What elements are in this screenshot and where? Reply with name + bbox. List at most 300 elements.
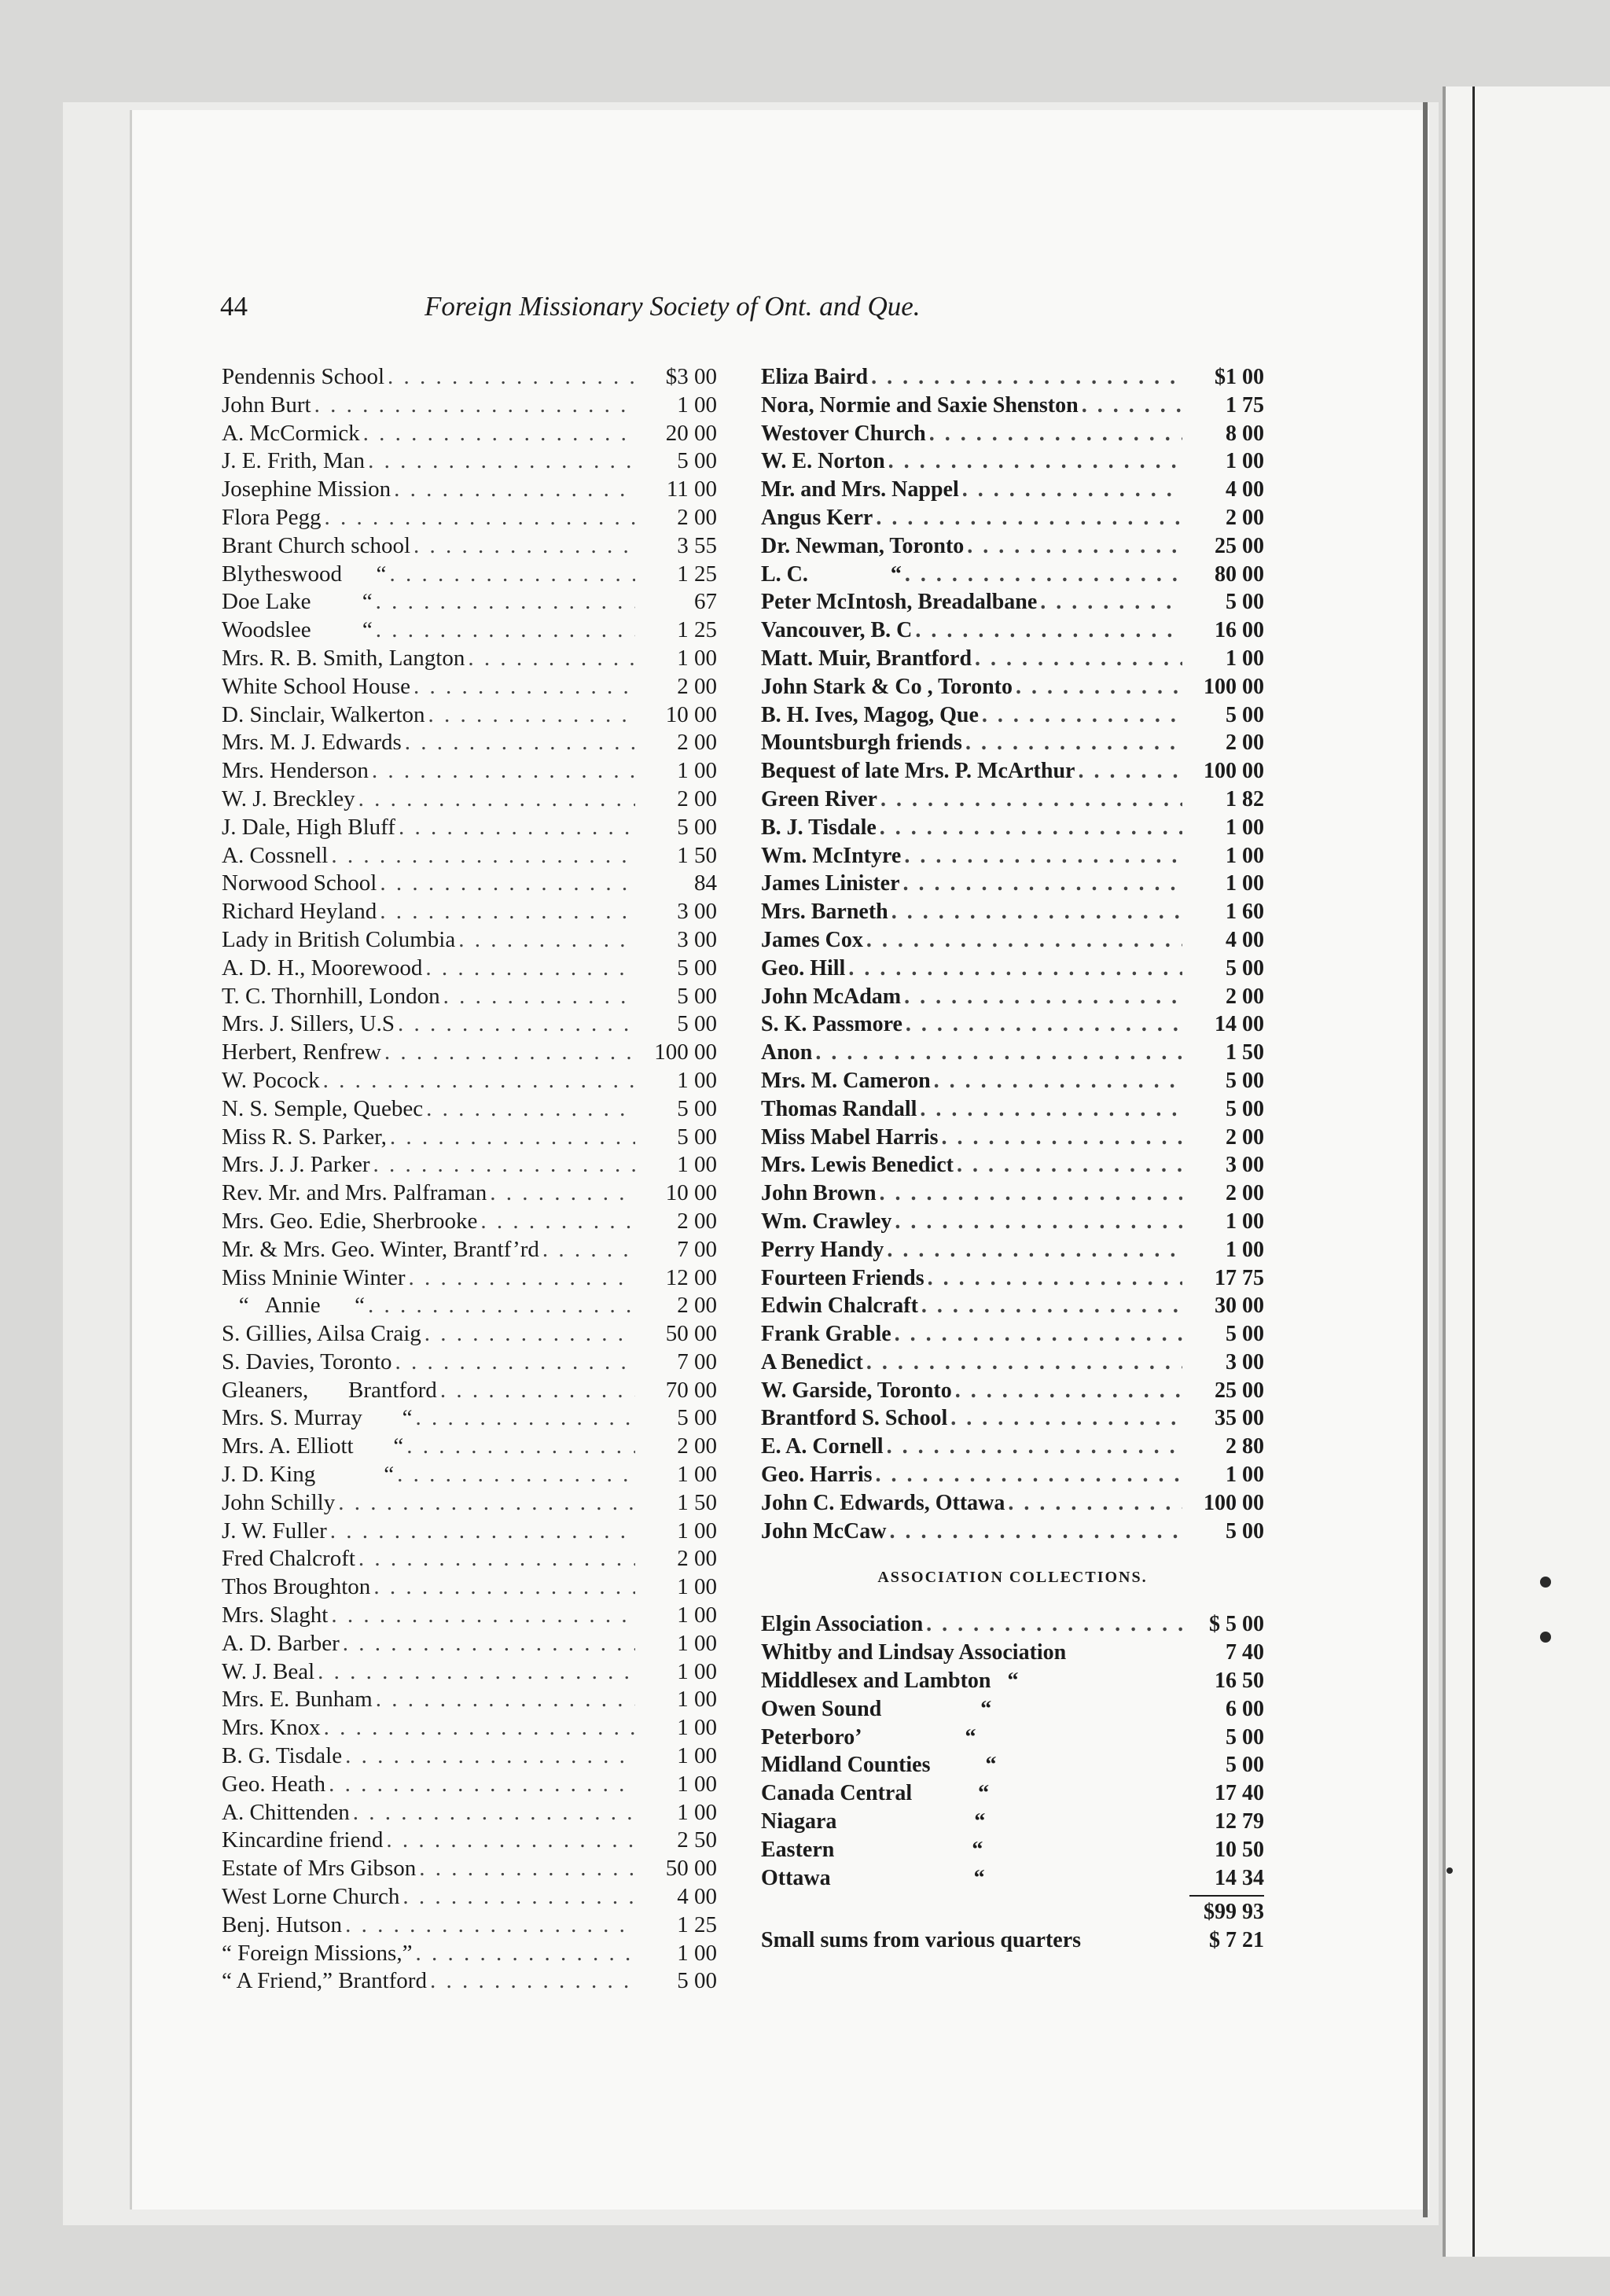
entry-name: L. C. “: [761, 561, 902, 587]
contribution-row: [222, 1433, 717, 1461]
contribution-row: [222, 1714, 717, 1742]
dot-leader: [1082, 392, 1182, 420]
entry-name: Gleaners, Brantford: [222, 1377, 437, 1403]
contribution-row: [761, 955, 1264, 983]
contribution-row: [222, 1377, 717, 1405]
entry-name: Mrs. J. J. Parker: [222, 1152, 370, 1178]
entry-amount: 50 00: [665, 1856, 717, 1882]
entry-amount: 1 00: [1226, 843, 1264, 868]
entry-amount: 2 00: [677, 1546, 717, 1572]
entry-name: Mrs. Barneth: [761, 900, 888, 925]
contribution-row: [222, 1292, 717, 1320]
entry-name: John Schilly: [222, 1489, 336, 1515]
entry-name: Geo. Hill: [761, 955, 846, 981]
dot-leader: [380, 898, 635, 926]
entry-name: Miss Mninie Winter: [222, 1264, 406, 1290]
contribution-row: [222, 870, 717, 898]
entry-amount: 5 00: [1226, 1753, 1264, 1778]
entry-name: “ A Friend,” Brantford: [222, 1968, 427, 1994]
entry-name: W. J. Beal: [222, 1658, 315, 1684]
contribution-row: [761, 1067, 1264, 1095]
entry-amount: 10 50: [1215, 1837, 1264, 1862]
entry-amount: 80 00: [1215, 561, 1264, 587]
contribution-row: [761, 701, 1264, 730]
contribution-row: [222, 447, 717, 476]
entry-amount: 17 75: [1215, 1265, 1264, 1290]
entry-amount: 1 50: [1226, 1040, 1264, 1065]
entry-amount: 2 00: [677, 504, 717, 530]
entry-amount: 67: [694, 589, 717, 615]
entry-name: B. J. Tisdale: [761, 815, 877, 840]
entry-amount: 1 00: [1226, 646, 1264, 671]
dot-leader: [329, 1771, 635, 1799]
entry-amount: 1 00: [677, 1067, 717, 1093]
entry-amount: 1 75: [1226, 392, 1264, 418]
entry-name: S. K. Passmore: [761, 1012, 902, 1037]
dot-leader: [406, 1433, 635, 1461]
entry-amount: 7 40: [1226, 1640, 1264, 1665]
contribution-row: [222, 1742, 717, 1771]
entry-name: Flora Pegg: [222, 504, 322, 530]
entry-amount: 2 00: [1226, 1124, 1264, 1150]
contribution-row: [222, 1151, 717, 1179]
entry-amount: 2 00: [677, 1293, 717, 1319]
dot-leader: [904, 983, 1182, 1011]
contribution-row: [761, 870, 1264, 898]
contribution-row: [761, 588, 1264, 616]
entry-name: John Burt: [222, 392, 311, 418]
entry-name: Estate of Mrs Gibson: [222, 1856, 417, 1882]
entry-name: Geo. Harris: [761, 1463, 873, 1488]
dot-leader: [373, 1573, 635, 1602]
entry-amount: 4 00: [677, 1884, 717, 1910]
entry-name: John McCaw: [761, 1518, 887, 1544]
dot-leader: [967, 532, 1182, 561]
page-edge: [1423, 102, 1428, 2217]
dot-leader: [331, 842, 635, 870]
entry-name: James Cox: [761, 927, 863, 952]
entry-name: Wm. McIntyre: [761, 843, 902, 868]
entry-name: Mrs. E. Bunham: [222, 1687, 373, 1713]
entry-name: B. G. Tisdale: [222, 1743, 343, 1769]
contribution-row: [761, 1667, 1264, 1695]
dot-leader: [415, 1404, 635, 1433]
entry-amount: 1 00: [677, 1940, 717, 1966]
dot-leader: [1008, 1489, 1182, 1518]
contribution-row: [222, 532, 717, 561]
facing-page: [1443, 86, 1610, 2257]
dot-leader: [866, 926, 1182, 955]
dot-leader: [982, 701, 1182, 730]
contribution-row: [222, 673, 717, 701]
contribution-row: [761, 1236, 1264, 1264]
entry-name: Pendennis School: [222, 364, 385, 389]
entry-name: A Benedict: [761, 1349, 863, 1374]
entry-amount: 35 00: [1215, 1406, 1264, 1431]
dot-leader: [542, 1236, 635, 1264]
contribution-row: [222, 1010, 717, 1039]
entry-amount: $3 00: [665, 364, 717, 389]
ink-mark: [1446, 1867, 1453, 1874]
contribution-row: [761, 729, 1264, 757]
contribution-row: [222, 1320, 717, 1349]
entry-name: Small sums from various quarters: [761, 1928, 1082, 1953]
dot-leader: [876, 504, 1182, 532]
dot-leader: [390, 1124, 635, 1152]
contribution-row: [222, 1911, 717, 1940]
entry-amount: 2 00: [677, 673, 717, 699]
entry-name: Owen Sound “: [761, 1696, 992, 1721]
contribution-row: [222, 1518, 717, 1546]
entry-name: J. D. King “: [222, 1462, 395, 1488]
dot-leader: [358, 786, 635, 814]
entry-amount: 2 00: [677, 786, 717, 811]
dot-leader: [1016, 673, 1182, 701]
dot-leader: [428, 701, 635, 730]
dot-leader: [848, 955, 1182, 983]
contribution-row: [761, 1518, 1264, 1546]
entry-amount: 1 00: [1226, 449, 1264, 474]
dot-leader: [345, 1911, 635, 1940]
dot-leader: [906, 1010, 1182, 1039]
dot-leader: [376, 1686, 635, 1714]
left-contribution-list: [222, 363, 717, 1996]
entry-amount: 4 00: [1226, 927, 1264, 952]
dot-leader: [331, 1602, 635, 1630]
dot-leader: [395, 1349, 635, 1377]
entry-amount: 4 00: [1226, 477, 1264, 502]
entry-amount: 100 00: [654, 1039, 717, 1065]
entry-amount: $1 00: [1215, 365, 1264, 389]
contribution-row: [761, 1433, 1264, 1461]
entry-name: Peter McIntosh, Breadalbane: [761, 590, 1038, 615]
contribution-row: [222, 757, 717, 786]
contribution-row: [222, 786, 717, 814]
entry-amount: 84: [694, 870, 717, 896]
dot-leader: [415, 1940, 635, 1968]
small-sums-row: [761, 1926, 1264, 1955]
entry-amount: 8 00: [1226, 421, 1264, 446]
dot-leader: [402, 1883, 635, 1911]
entry-amount: 5 00: [1226, 1322, 1264, 1347]
contribution-row: [222, 476, 717, 504]
dot-leader: [903, 870, 1182, 898]
entry-amount: 2 00: [677, 730, 717, 756]
contribution-row: [761, 1610, 1264, 1639]
entry-name: Bequest of late Mrs. P. McArthur: [761, 759, 1075, 784]
contribution-row: [222, 1236, 717, 1264]
dot-leader: [376, 616, 635, 645]
entry-amount: 1 00: [677, 1518, 717, 1544]
entry-name: Mrs. M. Cameron: [761, 1068, 931, 1093]
dot-leader: [443, 983, 635, 1011]
contribution-row: [222, 842, 717, 870]
entry-name: Brantford S. School: [761, 1406, 948, 1431]
dot-leader: [895, 1320, 1182, 1349]
entry-name: A. D. Barber: [222, 1630, 340, 1656]
contribution-row: [222, 1179, 717, 1208]
entry-amount: 12 79: [1215, 1809, 1264, 1834]
dot-leader: [368, 447, 635, 476]
contribution-row: [761, 757, 1264, 786]
contribution-row: [761, 1695, 1264, 1724]
contribution-row: [761, 363, 1264, 392]
entry-amount: 1 00: [677, 1771, 717, 1797]
entry-amount: 3 00: [677, 926, 717, 952]
entry-amount: 5 00: [677, 1011, 717, 1037]
association-total: $99 93: [1204, 1900, 1264, 1925]
dot-leader: [426, 1095, 635, 1124]
individual-contributions: [761, 363, 1264, 1545]
entry-name: Lady in British Columbia: [222, 926, 456, 952]
entry-amount: 5 00: [677, 1405, 717, 1431]
entry-amount: 2 00: [1226, 505, 1264, 530]
entry-amount: 5 00: [1226, 1068, 1264, 1093]
dot-leader: [876, 1461, 1182, 1489]
entry-name: W. J. Breckley: [222, 786, 355, 811]
contribution-row: [761, 504, 1264, 532]
contribution-row: [222, 1404, 717, 1433]
entry-name: White School House: [222, 673, 411, 699]
entry-amount: 5 00: [1226, 590, 1264, 615]
entry-amount: 7 00: [677, 1236, 717, 1262]
entry-name: A. McCormick: [222, 420, 360, 446]
dot-leader: [353, 1799, 635, 1827]
entry-amount: 100 00: [1204, 674, 1264, 699]
contribution-row: [761, 1864, 1264, 1893]
entry-name: Mrs. S. Murray “: [222, 1405, 413, 1431]
ink-mark: [1540, 1632, 1551, 1643]
entry-amount: 12 00: [665, 1264, 717, 1290]
entry-name: Edwin Chalcraft: [761, 1293, 918, 1319]
contribution-row: [761, 420, 1264, 448]
entry-name: Mrs. Lewis Benedict: [761, 1153, 954, 1178]
entry-amount: 2 00: [677, 1208, 717, 1234]
entry-name: Nora, Normie and Saxie Shenston: [761, 392, 1079, 418]
entry-name: Kincardine friend: [222, 1827, 384, 1853]
entry-name: Midland Counties “: [761, 1753, 997, 1778]
entry-name: Anon: [761, 1040, 813, 1065]
entry-name: Mountsburgh friends: [761, 730, 962, 756]
entry-amount: 5 00: [677, 1095, 717, 1121]
entry-name: Geo. Heath: [222, 1771, 326, 1797]
entry-name: Norwood School: [222, 870, 377, 896]
contribution-row: [222, 1967, 717, 1996]
entry-amount: 1 00: [1226, 1463, 1264, 1488]
entry-amount: 2 00: [1226, 730, 1264, 756]
dot-leader: [480, 1208, 635, 1236]
entry-name: “ Annie “: [222, 1293, 366, 1319]
entry-name: J. E. Frith, Man: [222, 448, 366, 474]
entry-name: Miss R. S. Parker,: [222, 1124, 387, 1150]
entry-name: S. Davies, Toronto: [222, 1349, 392, 1374]
entry-name: Mrs. A. Elliott “: [222, 1433, 404, 1459]
contribution-row: [222, 1602, 717, 1630]
contribution-row: [222, 1686, 717, 1714]
entry-name: Mr. & Mrs. Geo. Winter, Brantf’rd: [222, 1236, 539, 1262]
entry-amount: 2 00: [1226, 1181, 1264, 1206]
dot-leader: [942, 1124, 1182, 1152]
entry-name: Richard Heyland: [222, 899, 377, 925]
entry-amount: 5 00: [677, 1968, 717, 1994]
dot-leader: [904, 842, 1182, 870]
contribution-row: [761, 983, 1264, 1011]
contribution-row: [222, 1799, 717, 1827]
dot-leader: [398, 1010, 635, 1039]
dot-leader: [425, 955, 635, 983]
contribution-row: [222, 1264, 717, 1293]
entry-name: Matt. Muir, Brantford: [761, 646, 972, 671]
entry-name: N. S. Semple, Quebec: [222, 1095, 424, 1121]
entry-amount: 5 00: [677, 448, 717, 474]
entry-name: Mr. and Mrs. Nappel: [761, 477, 959, 502]
entry-name: Mrs. J. Sillers, U.S: [222, 1011, 395, 1037]
entry-amount: 70 00: [665, 1377, 717, 1403]
entry-name: Thomas Randall: [761, 1096, 917, 1121]
entry-amount: 5 00: [677, 1124, 717, 1150]
dot-leader: [866, 1349, 1182, 1377]
entry-amount: 16 50: [1215, 1669, 1264, 1694]
dot-leader: [889, 1518, 1182, 1546]
contribution-row: [222, 955, 717, 983]
dot-leader: [419, 1855, 635, 1883]
entry-amount: 10 00: [665, 1180, 717, 1206]
contribution-row: [222, 1855, 717, 1883]
entry-amount: 1 00: [677, 1743, 717, 1769]
entry-amount: 3 00: [1226, 1349, 1264, 1374]
dot-leader: [1078, 757, 1182, 786]
contribution-row: [761, 1836, 1264, 1864]
entry-name: Vancouver, B. C: [761, 618, 913, 643]
dot-leader: [928, 1264, 1182, 1293]
contribution-row: [222, 1545, 717, 1573]
contribution-row: [761, 1179, 1264, 1208]
entry-name: Mrs. R. B. Smith, Langton: [222, 645, 465, 671]
entry-name: Whitby and Lindsay Association: [761, 1640, 1067, 1665]
entry-amount: 1 00: [677, 1462, 717, 1488]
entry-amount: 1 00: [677, 1630, 717, 1656]
dot-leader: [324, 504, 635, 532]
contribution-row: [761, 1010, 1264, 1039]
contribution-row: [222, 729, 717, 757]
entry-name: W. Garside, Toronto: [761, 1378, 952, 1403]
entry-name: Canada Central “: [761, 1781, 990, 1806]
dot-leader: [926, 1610, 1182, 1639]
dot-leader: [1040, 588, 1182, 616]
dot-leader: [372, 757, 635, 786]
entry-name: J. Dale, High Bluff: [222, 814, 395, 840]
entry-name: Herbert, Renfrew: [222, 1039, 381, 1065]
contribution-row: [222, 1208, 717, 1236]
entry-name: Niagara “: [761, 1809, 986, 1834]
dot-leader: [397, 1461, 635, 1489]
entry-amount: 30 00: [1215, 1293, 1264, 1319]
entry-amount: 1 00: [677, 758, 717, 784]
page-title: Foreign Missionary Society of Ont. and Que.: [425, 291, 921, 322]
page-number: 44: [220, 291, 248, 322]
dot-leader: [975, 645, 1182, 673]
entry-amount: 2 00: [677, 1433, 717, 1459]
dot-leader: [358, 1545, 635, 1573]
entry-name: Doe Lake “: [222, 589, 373, 615]
contribution-row: [222, 701, 717, 730]
entry-name: Dr. Newman, Toronto: [761, 533, 965, 558]
entry-amount: 7 00: [677, 1349, 717, 1374]
entry-name: John C. Edwards, Ottawa: [761, 1490, 1005, 1515]
entry-name: Mrs. Knox: [222, 1715, 321, 1741]
contribution-row: [761, 1461, 1264, 1489]
entry-amount: 1 25: [677, 561, 717, 587]
contribution-row: [222, 1489, 717, 1518]
entry-amount: 1 00: [1226, 1209, 1264, 1234]
entry-name: “ Foreign Missions,”: [222, 1940, 413, 1966]
entry-amount: 1 25: [677, 617, 717, 643]
entry-name: J. W. Fuller: [222, 1518, 327, 1544]
contribution-row: [761, 561, 1264, 589]
dot-leader: [384, 1039, 635, 1067]
entry-amount: 1 00: [1226, 1237, 1264, 1262]
dot-leader: [430, 1967, 635, 1996]
dot-leader: [920, 1095, 1182, 1124]
entry-amount: 5 00: [1226, 1096, 1264, 1121]
entry-name: Benj. Hutson: [222, 1911, 343, 1937]
contribution-row: [761, 1724, 1264, 1752]
entry-amount: 5 00: [1226, 702, 1264, 727]
contribution-row: [761, 476, 1264, 504]
entry-amount: 20 00: [665, 420, 717, 446]
dot-leader: [388, 363, 635, 392]
entry-name: Fourteen Friends: [761, 1265, 924, 1290]
entry-name: Eliza Baird: [761, 365, 869, 389]
contribution-row: [222, 1771, 717, 1799]
dot-leader: [368, 1292, 635, 1320]
dot-leader: [905, 561, 1182, 589]
dot-leader: [314, 392, 635, 420]
contribution-row: [761, 645, 1264, 673]
entry-name: Blytheswood “: [222, 561, 387, 587]
ink-mark: [1540, 1577, 1551, 1588]
contribution-row: [222, 1827, 717, 1855]
contribution-row: [222, 588, 717, 616]
contribution-row: [761, 532, 1264, 561]
dot-leader: [891, 898, 1182, 926]
contribution-row: [222, 1067, 717, 1095]
entry-name: Frank Grable: [761, 1322, 891, 1347]
contribution-row: [761, 616, 1264, 645]
dot-leader: [409, 1264, 635, 1293]
entry-name: John Brown: [761, 1181, 877, 1206]
dot-leader: [950, 1404, 1182, 1433]
entry-name: Woodslee “: [222, 617, 373, 643]
entry-amount: 2 80: [1226, 1434, 1264, 1459]
entry-amount: 5 00: [1226, 1518, 1264, 1544]
entry-name: Green River: [761, 786, 877, 811]
dot-leader: [880, 814, 1182, 842]
entry-amount: 5 00: [677, 983, 717, 1009]
entry-name: Fred Chalcroft: [222, 1546, 355, 1572]
contribution-row: [222, 1461, 717, 1489]
entry-amount: 1 82: [1226, 786, 1264, 811]
entry-amount: 1 00: [1226, 871, 1264, 896]
entry-name: Westover Church: [761, 421, 926, 446]
entry-amount: 100 00: [1204, 759, 1264, 784]
contribution-row: [761, 1489, 1264, 1518]
entry-name: West Lorne Church: [222, 1884, 400, 1910]
dot-leader: [929, 420, 1182, 448]
contribution-row: [222, 1039, 717, 1067]
entry-amount: 1 00: [677, 1602, 717, 1628]
entry-name: A. D. H., Moorewood: [222, 955, 423, 981]
